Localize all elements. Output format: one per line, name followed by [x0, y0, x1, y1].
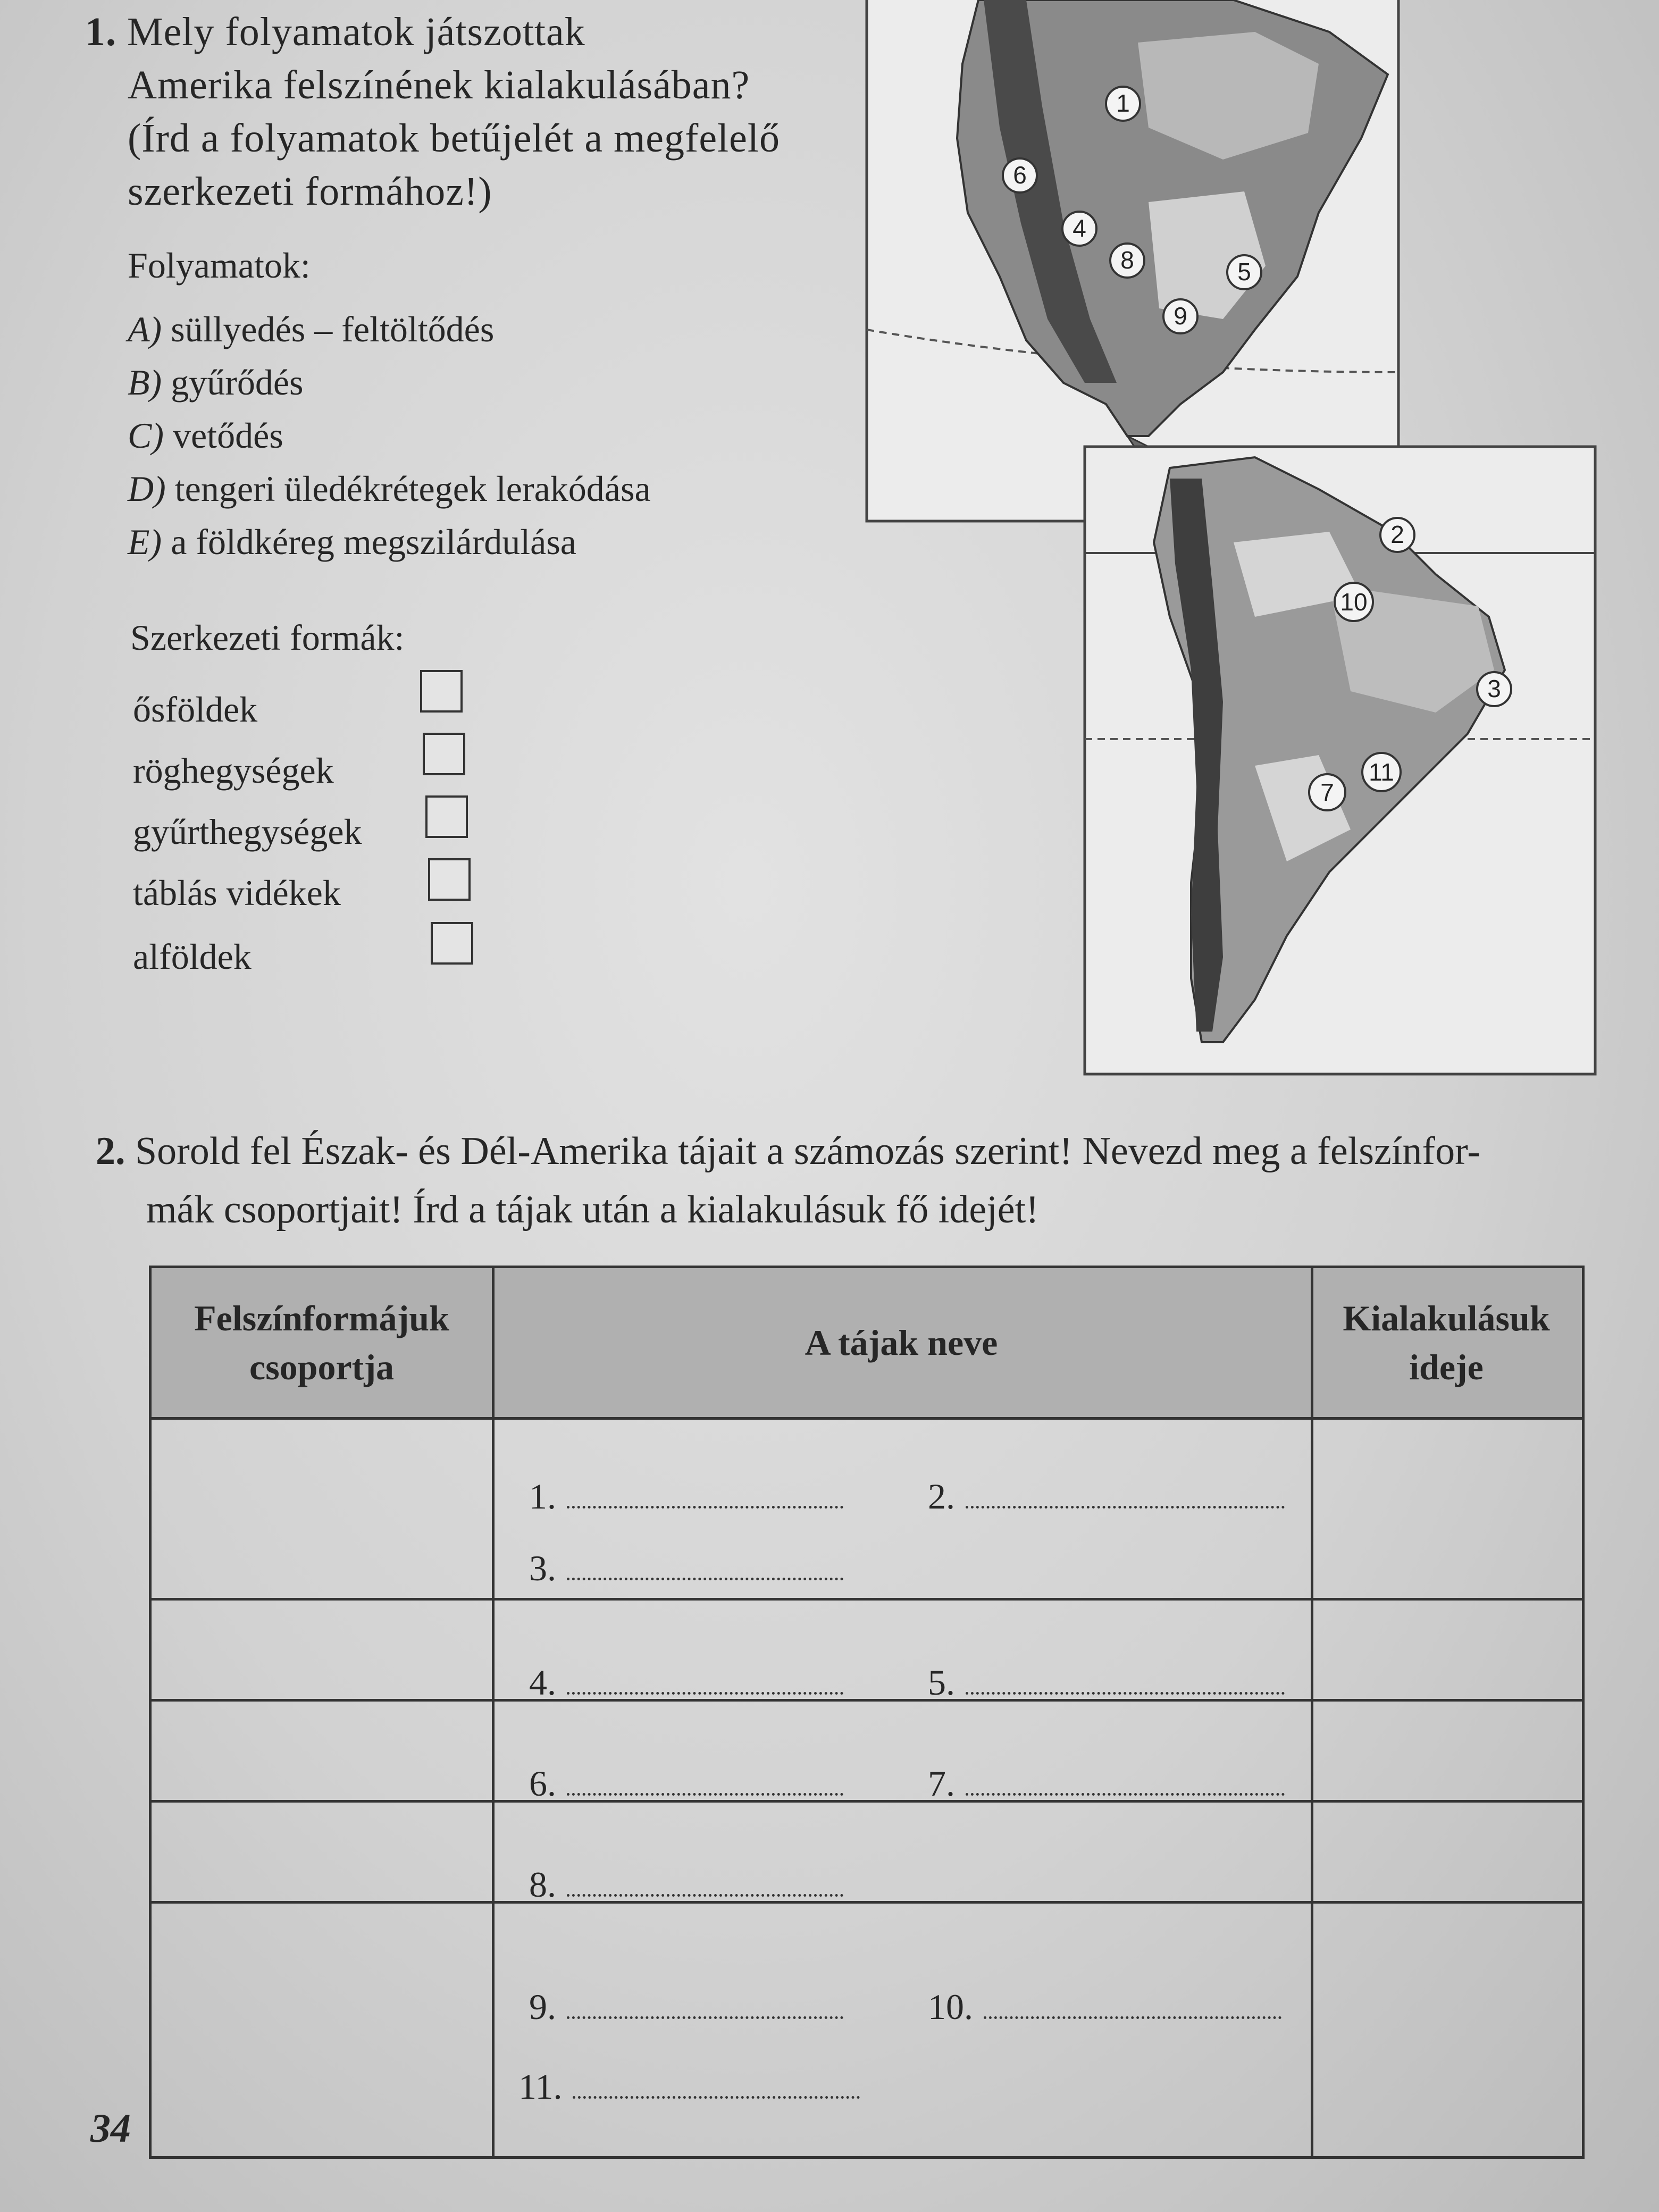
form-label-alfoldek: alföldek — [133, 936, 252, 977]
americas-map-graphic — [851, 0, 1659, 1085]
svg-text:7: 7 — [1320, 778, 1334, 806]
answer-box-roghegysegek[interactable] — [423, 733, 465, 775]
col-header-names: A tájak neve — [492, 1268, 1311, 1417]
svg-text:5: 5 — [1237, 258, 1251, 286]
answer-field-5[interactable]: 5. — [928, 1662, 1285, 1704]
svg-text:10: 10 — [1340, 588, 1368, 616]
svg-text:8: 8 — [1120, 246, 1134, 274]
answer-table — [149, 1266, 1585, 2159]
page-number: 34 — [90, 2106, 131, 2151]
americas-map — [851, 0, 1659, 1085]
form-label-gyurthegysegek: gyűrthegységek — [133, 811, 362, 852]
task1-question-line-2: Amerika felszínének kialakulásában? — [128, 63, 750, 107]
map-marker-8 — [1110, 244, 1144, 278]
answer-field-4[interactable]: 4. — [529, 1662, 843, 1704]
map-marker-4 — [1062, 212, 1096, 246]
task2-text-line-2: mák csoportjait! Írd a tájak után a kialakulásuk fő idejét! — [146, 1188, 1039, 1231]
svg-text:11: 11 — [1369, 758, 1394, 786]
task2-question — [96, 1122, 1585, 1239]
map-marker-7 — [1309, 774, 1345, 810]
answer-box-gyurthegysegek[interactable] — [425, 795, 468, 838]
task2-number: 2. — [96, 1129, 125, 1173]
form-label-roghegysegek: röghegységek — [133, 750, 334, 791]
answer-field-8[interactable]: 8. — [529, 1864, 843, 1906]
task2-text-line-1: Sorold fel Észak- és Dél-Amerika tájait a számozás szerint! Nevezd meg a felszínfor- — [135, 1129, 1480, 1173]
answer-field-11[interactable]: 11. — [518, 2066, 860, 2108]
map-marker-6 — [1003, 158, 1037, 192]
table-divider-row1 — [152, 1598, 1582, 1601]
map-marker-10 — [1335, 583, 1373, 621]
svg-text:2: 2 — [1390, 521, 1404, 548]
form-label-tablas-videkek: táblás vidékek — [133, 873, 341, 913]
answer-field-9[interactable]: 9. — [529, 1986, 843, 2028]
map-marker-11 — [1362, 753, 1401, 791]
map-marker-9 — [1163, 299, 1197, 333]
process-c: C) vetődés — [128, 415, 283, 456]
table-divider-row3 — [152, 1800, 1582, 1803]
task1-number: 1. — [85, 10, 116, 54]
svg-text:4: 4 — [1073, 214, 1086, 242]
task1-question-line-3: (Írd a folyamatok betűjelét a megfelelő — [128, 116, 781, 161]
answer-field-7[interactable]: 7. — [928, 1763, 1285, 1805]
process-a: A) süllyedés – feltöltődés — [128, 309, 495, 349]
table-divider-header — [152, 1417, 1582, 1420]
col-header-group: Felszínformájuk csoportja — [152, 1268, 492, 1417]
map-marker-2 — [1380, 518, 1414, 552]
answer-box-alfoldek[interactable] — [431, 922, 473, 965]
answer-field-6[interactable]: 6. — [529, 1763, 843, 1805]
task1-question-line-1: Mely folyamatok játszottak — [127, 10, 585, 54]
svg-text:1: 1 — [1116, 89, 1130, 117]
table-col-divider-1 — [492, 1268, 495, 2156]
svg-text:3: 3 — [1487, 675, 1501, 702]
svg-text:9: 9 — [1174, 302, 1187, 330]
answer-field-3[interactable]: 3. — [529, 1547, 843, 1589]
answer-field-2[interactable]: 2. — [928, 1476, 1285, 1518]
task1-question — [85, 5, 840, 218]
col-header-time: Kialakulásuk ideje — [1311, 1268, 1582, 1417]
table-col-divider-2 — [1311, 1268, 1313, 2156]
process-e: E) a földkéreg megszilárdulása — [128, 522, 576, 562]
forms-heading: Szerkezeti formák: — [130, 617, 405, 658]
answer-box-tablas-videkek[interactable] — [428, 858, 471, 901]
svg-text:6: 6 — [1013, 161, 1027, 189]
process-b: B) gyűrődés — [128, 362, 304, 403]
task1-question-line-4: szerkezeti formához!) — [128, 169, 492, 214]
answer-box-osfoldek[interactable] — [420, 670, 463, 713]
table-divider-row2 — [152, 1699, 1582, 1702]
map-marker-3 — [1477, 672, 1511, 706]
form-label-osfoldek: ősföldek — [133, 689, 258, 730]
table-divider-row4 — [152, 1901, 1582, 1904]
process-d: D) tengeri üledékrétegek lerakódása — [128, 468, 651, 509]
map-marker-1 — [1106, 87, 1140, 121]
answer-field-1[interactable]: 1. — [529, 1476, 843, 1518]
answer-field-10[interactable]: 10. — [928, 1986, 1281, 2028]
processes-heading: Folyamatok: — [128, 245, 311, 286]
map-marker-5 — [1227, 255, 1261, 289]
